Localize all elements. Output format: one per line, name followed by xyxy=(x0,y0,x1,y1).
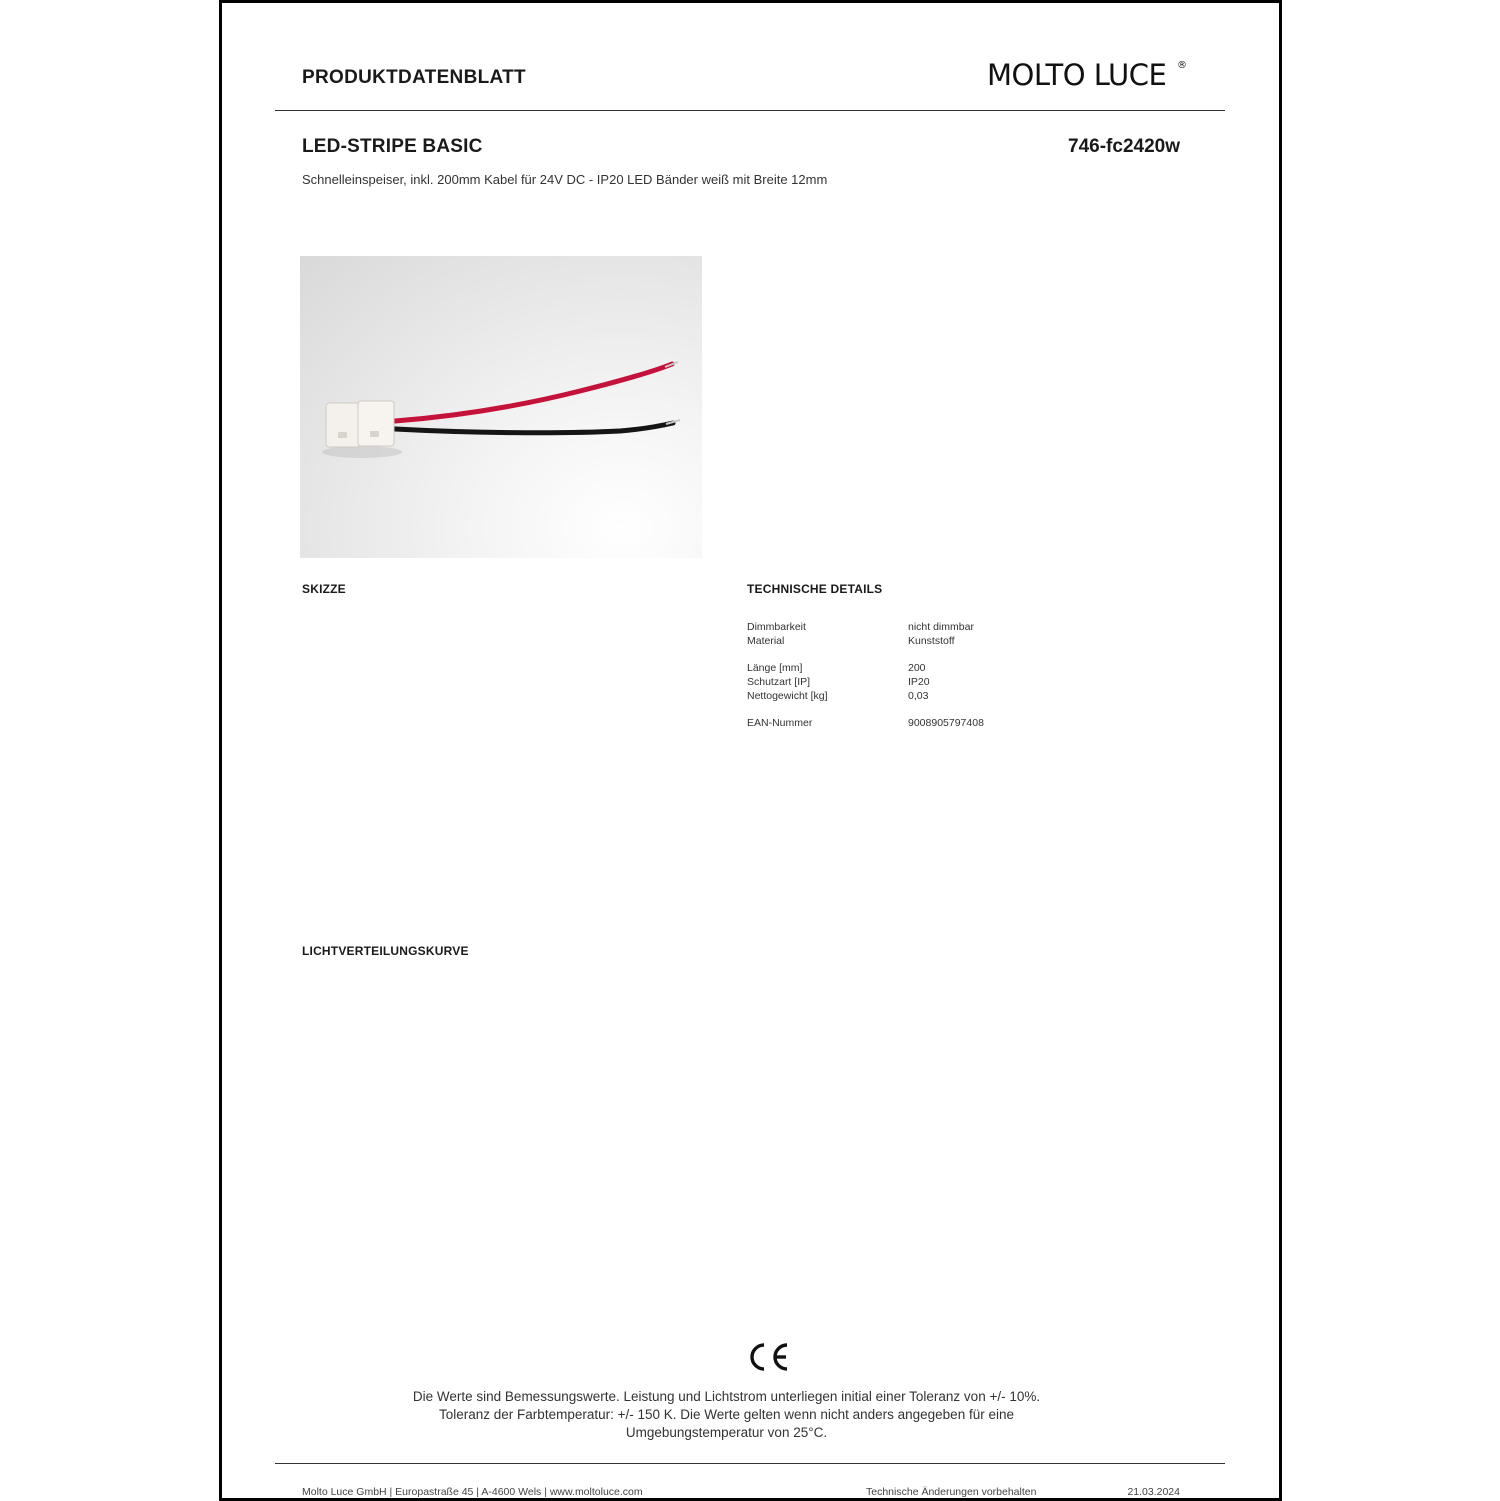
tech-label-ean: EAN-Nummer xyxy=(747,717,813,729)
tech-label-material: Material xyxy=(747,635,785,647)
molto-luce-logo xyxy=(987,55,1187,91)
product-photo xyxy=(300,256,702,558)
product-code: 746-fc2420w xyxy=(1068,136,1180,157)
red-wire xyxy=(395,364,672,421)
tech-label-length: Länge [mm] xyxy=(747,662,803,674)
connector-slot-right xyxy=(370,431,379,437)
connector-left-block xyxy=(326,403,360,447)
ce-mark-c xyxy=(752,1345,764,1369)
tech-label-net-weight: Nettogewicht [kg] xyxy=(747,690,828,702)
sketch-heading: SKIZZE xyxy=(302,582,346,596)
footer-company: Molto Luce GmbH | Europastraße 45 | A-4600 Wels | www.moltoluce.com xyxy=(302,1486,643,1498)
product-description: Schnelleinspeiser, inkl. 200mm Kabel für 24V DC - IP20 LED Bänder weiß mit Breite 12mm xyxy=(302,172,828,187)
tech-value-material: Kunststoff xyxy=(908,635,955,647)
header-divider xyxy=(275,110,1225,111)
disclaimer-line-2: Toleranz der Farbtemperatur: +/- 150 K. Die Werte gelten wenn nicht anders angegeben für eine xyxy=(439,1407,1014,1422)
connector-slot-left xyxy=(338,432,347,438)
tech-value-dimmability: nicht dimmbar xyxy=(908,621,974,633)
tech-value-ip-rating: IP20 xyxy=(908,676,930,688)
footer-date: 21.03.2024 xyxy=(1127,1486,1180,1498)
product-title: LED-STRIPE BASIC xyxy=(302,136,483,157)
footer-divider xyxy=(275,1463,1225,1464)
tech-value-length: 200 xyxy=(908,662,926,674)
registered-mark: ® xyxy=(1177,60,1187,71)
document-type-heading: PRODUKTDATENBLATT xyxy=(302,67,526,88)
disclaimer-text xyxy=(302,1388,1151,1442)
light-distribution-heading: LICHTVERTEILUNGSKURVE xyxy=(302,944,469,958)
connector-cable-image xyxy=(300,256,702,558)
tech-label-dimmability: Dimmbarkeit xyxy=(747,621,806,633)
logo-wordmark: MOLTO LUCE xyxy=(987,58,1167,91)
connector-right-block xyxy=(358,401,394,446)
datasheet-page xyxy=(219,0,1282,1501)
tech-value-net-weight: 0,03 xyxy=(908,690,929,702)
connector-shadow xyxy=(322,446,402,458)
tech-label-ip-rating: Schutzart [IP] xyxy=(747,676,811,688)
disclaimer-line-1: Die Werte sind Bemessungswerte. Leistung und Lichtstrom unterliegen initial einer Toleranz von +/- 10%. xyxy=(412,1389,1041,1404)
black-wire xyxy=(395,423,673,433)
disclaimer-line-3: Umgebungstemperatur von 25°C. xyxy=(625,1425,828,1440)
ce-mark-icon xyxy=(747,1341,791,1373)
tech-details-heading: TECHNISCHE DETAILS xyxy=(747,582,883,596)
tech-value-ean: 9008905797408 xyxy=(908,717,984,729)
footer-notice: Technische Änderungen vorbehalten xyxy=(866,1486,1037,1498)
